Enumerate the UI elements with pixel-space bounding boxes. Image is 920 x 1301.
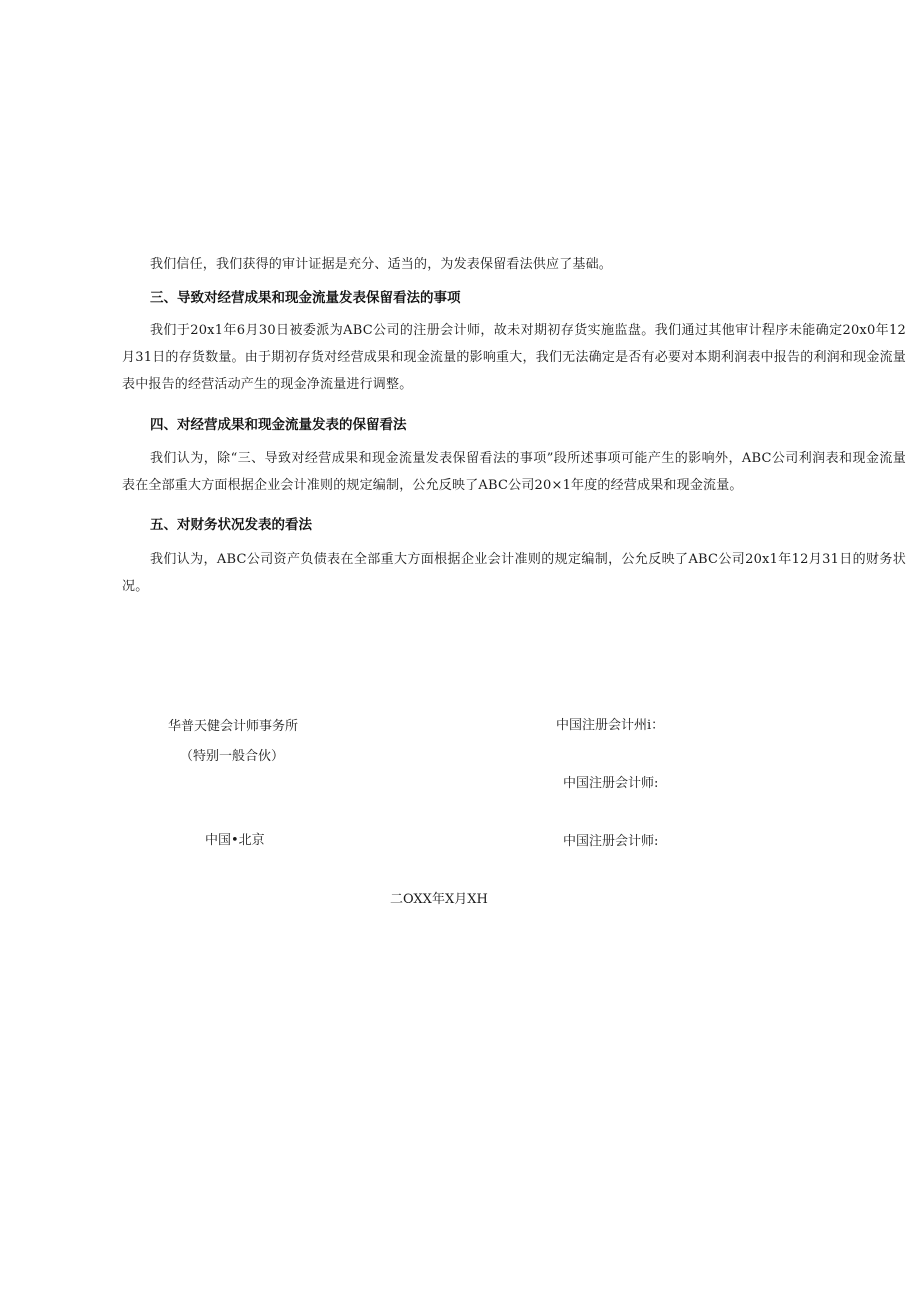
- cpa-signature-1: 中国注册会计州i：: [556, 718, 665, 733]
- section-heading-3: 三、导致对经营成果和现金流量发表保留看法的事项: [150, 290, 461, 306]
- firm-name: 华普天健会计师事务所: [168, 719, 299, 734]
- section-paragraph-5: 我们认为，ABC公司资产负债表在全部重大方面根据企业会计准则的规定编制，公允反映了ABC公司20x1年12月31日的财务状况。: [122, 552, 906, 594]
- cpa-signature-3: 中国注册会计师:: [563, 834, 659, 849]
- firm-type: （特别一般合伙）: [180, 749, 285, 764]
- basis-paragraph: 我们信任，我们获得的审计证据是充分、适当的，为发表保留看法供应了基础。: [150, 257, 613, 272]
- cpa-signature-2: 中国注册会计师:: [563, 776, 659, 791]
- section-paragraph-3: 我们于20x1年6月30日被委派为ABC公司的注册会计师，故未对期初存货实施监盘。我们通过其他审计程序未能确定20x0年12月31日的存货数量。由于期初存货对经营成果和现金流量的影响重大，我们无法确定是否有必要对本期利润表中报告的利润和现金流量表中报告的经营活动产生的现金净流量进行调整。: [122, 323, 906, 392]
- section-heading-5: 五、对财务状况发表的看法: [150, 517, 312, 533]
- firm-location: 中国•北京: [205, 833, 265, 848]
- section-paragraph-4: 我们认为，除“三、导致对经营成果和现金流量发表保留看法的事项”段所述事项可能产生的影响外，ABC公司利润表和现金流量表在全部重大方面根据企业会计准则的规定编制，公允反映了ABC公司20×1年度的经营成果和现金流量。: [122, 451, 906, 493]
- section-heading-4: 四、对经营成果和现金流量发表的保留看法: [150, 417, 407, 433]
- report-date: 二OXX年X月XH: [390, 892, 488, 907]
